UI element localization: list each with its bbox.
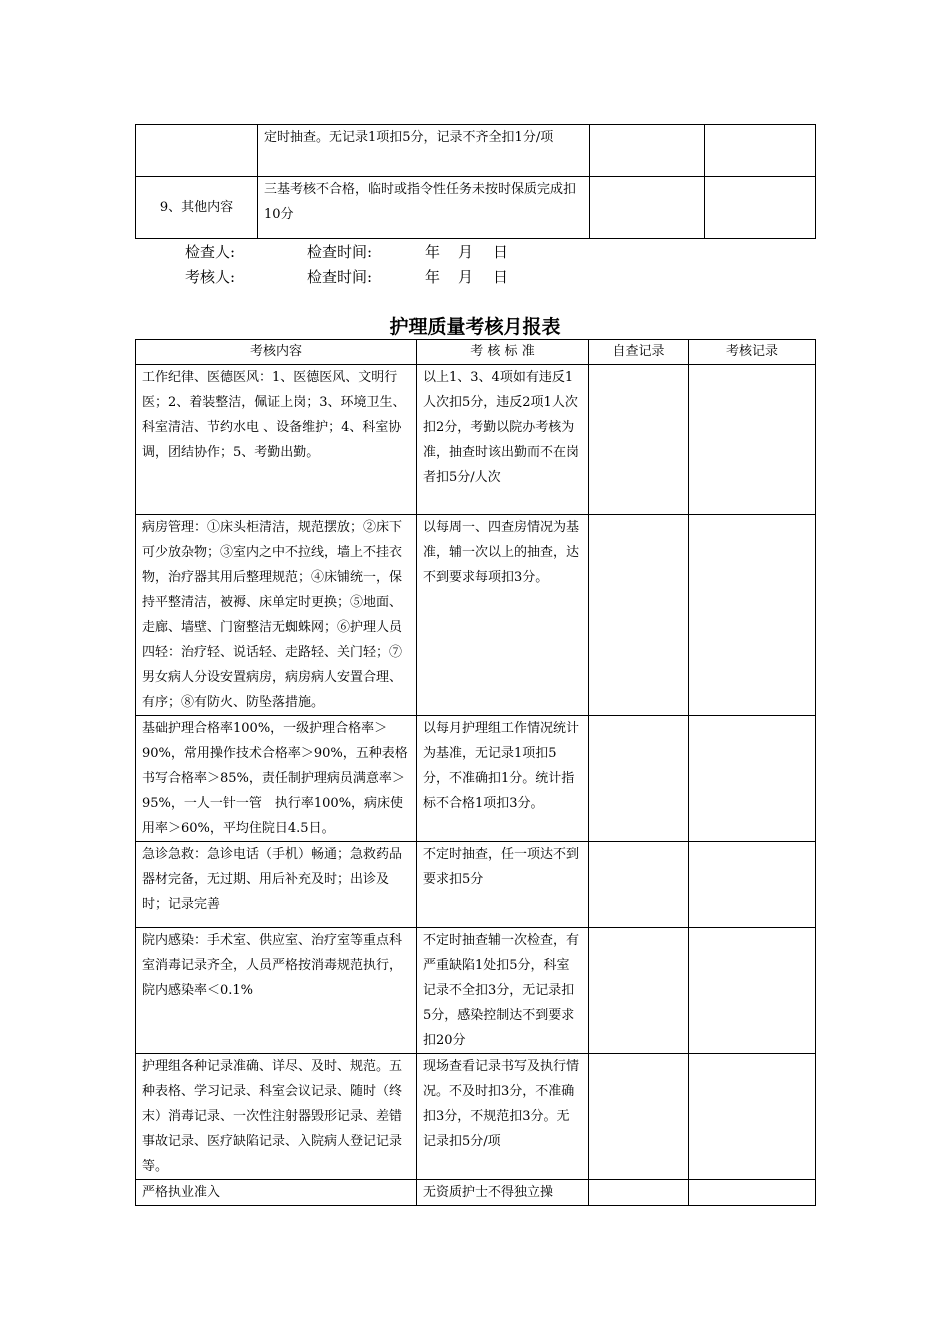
content-cell: 护理组各种记录准确、详尽、及时、规范。五种表格、学习记录、科室会议记录、随时（终末）消毒记录、一次性注射器毁形记录、差错事故记录、医疗缺陷记录、入院病人登记记录等。 xyxy=(136,1054,417,1180)
standard-cell: 以每周一、四查房情况为基准，辅一次以上的抽查，达不到要求每项扣3分。 xyxy=(417,515,589,716)
standard-cell: 三基考核不合格，临时或指令性任务未按时保质完成扣10分 xyxy=(258,177,590,239)
header-content: 考核内容 xyxy=(136,340,417,365)
report-title: 护理质量考核月报表 xyxy=(389,316,561,338)
standard-cell: 不定时抽查，任一项达不到要求扣5分 xyxy=(417,842,589,928)
day-label: 日 xyxy=(493,268,509,286)
inspection-time-label: 检查时间: xyxy=(307,268,373,286)
content-cell: 工作纪律、医德医风：1、医德医风、文明行医；2、着装整洁，佩证上岗；3、环境卫生、科室清洁、节约水电 、设备维护；4、科室协调，团结协作；5、考勤出勤。 xyxy=(136,365,417,515)
standard-cell: 以上1、3、4项如有违反1人次扣5分，违反2项1人次扣2分，考勤以院办考核为准，抽查时该出勤而不在岗者扣5分/人次 xyxy=(417,365,589,515)
content-cell: 病房管理：①床头柜清洁，规范摆放；②床下可少放杂物；③室内之中不拉线，墙上不挂衣物，治疗器其用后整理规范；④床铺统一，保持平整清洁，被褥、床单定时更换；⑤地面、走廊、墙壁、门窗整洁无蜘蛛网；⑥护理人员四轻：治疗轻、说话轻、走路轻、关门轻；⑦男女病人分设安置病房，病房病人安置合理、有序；⑧有防火、防坠落措施。 xyxy=(136,515,417,716)
self-check-cell[interactable] xyxy=(590,177,705,239)
standard-cell: 现场查看记录书写及执行情况。不及时扣3分，不准确扣3分，不规范扣3分。无记录扣5分/项 xyxy=(417,1054,589,1180)
self-check-cell[interactable] xyxy=(590,125,705,177)
standard-cell: 无资质护士不得独立操 xyxy=(417,1180,589,1206)
item-cell xyxy=(136,125,258,177)
header-self-check: 自查记录 xyxy=(589,340,689,365)
table-row xyxy=(136,928,816,1054)
self-check-cell[interactable] xyxy=(589,1054,689,1180)
day-label: 日 xyxy=(493,243,509,261)
review-cell[interactable] xyxy=(689,842,816,928)
self-check-cell[interactable] xyxy=(589,716,689,842)
content-cell: 基础护理合格率100%，一级护理合格率＞90%，常用操作技术合格率＞90%，五种表格书写合格率＞85%，责任制护理病员满意率＞95%，一人一针一管 执行率100%，病床使用率＞60%，平均住院日4.5日。 xyxy=(136,716,417,842)
content-cell: 急诊急救：急诊电话（手机）畅通；急救药品器材完备，无过期、用后补充及时；出诊及时；记录完善 xyxy=(136,842,417,928)
inspector-label: 检查人: xyxy=(185,243,236,261)
review-cell[interactable] xyxy=(689,515,816,716)
table-row xyxy=(136,177,816,239)
review-cell[interactable] xyxy=(689,1180,816,1206)
standard-cell: 定时抽查。无记录1项扣5分，记录不齐全扣1分/项 xyxy=(258,125,590,177)
month-label: 月 xyxy=(458,243,474,261)
month-label: 月 xyxy=(458,268,474,286)
table-row xyxy=(136,842,816,928)
inspection-time-label: 检查时间: xyxy=(307,243,373,261)
year-label: 年 xyxy=(425,268,441,286)
monthly-report-table xyxy=(135,339,816,1206)
year-label: 年 xyxy=(425,243,441,261)
item-cell: 9、其他内容 xyxy=(136,177,258,239)
header-standard: 考 核 标 准 xyxy=(417,340,589,365)
self-check-cell[interactable] xyxy=(589,928,689,1054)
table-row xyxy=(136,1054,816,1180)
table-row xyxy=(136,125,816,177)
content-cell: 院内感染：手术室、供应室、治疗室等重点科室消毒记录齐全，人员严格按消毒规范执行，院内感染率＜0.1% xyxy=(136,928,417,1054)
review-cell[interactable] xyxy=(689,1054,816,1180)
review-cell[interactable] xyxy=(705,125,816,177)
header-review: 考核记录 xyxy=(689,340,816,365)
top-assessment-table xyxy=(135,124,816,239)
table-row xyxy=(136,1180,816,1206)
self-check-cell[interactable] xyxy=(589,365,689,515)
table-row xyxy=(136,515,816,716)
table-row xyxy=(136,365,816,515)
standard-cell: 不定时抽查辅一次检查，有严重缺陷1处扣5分，科室记录不全扣3分，无记录扣5分，感染控制达不到要求扣20分 xyxy=(417,928,589,1054)
table-header-row xyxy=(136,340,816,365)
review-cell[interactable] xyxy=(689,928,816,1054)
assessor-label: 考核人: xyxy=(185,268,236,286)
standard-cell: 以每月护理组工作情况统计为基准，无记录1项扣5分，不准确扣1分。统计指标不合格1项扣3分。 xyxy=(417,716,589,842)
self-check-cell[interactable] xyxy=(589,515,689,716)
review-cell[interactable] xyxy=(689,365,816,515)
self-check-cell[interactable] xyxy=(589,842,689,928)
review-cell[interactable] xyxy=(689,716,816,842)
review-cell[interactable] xyxy=(705,177,816,239)
table-row xyxy=(136,716,816,842)
content-cell: 严格执业准入 xyxy=(136,1180,417,1206)
self-check-cell[interactable] xyxy=(589,1180,689,1206)
